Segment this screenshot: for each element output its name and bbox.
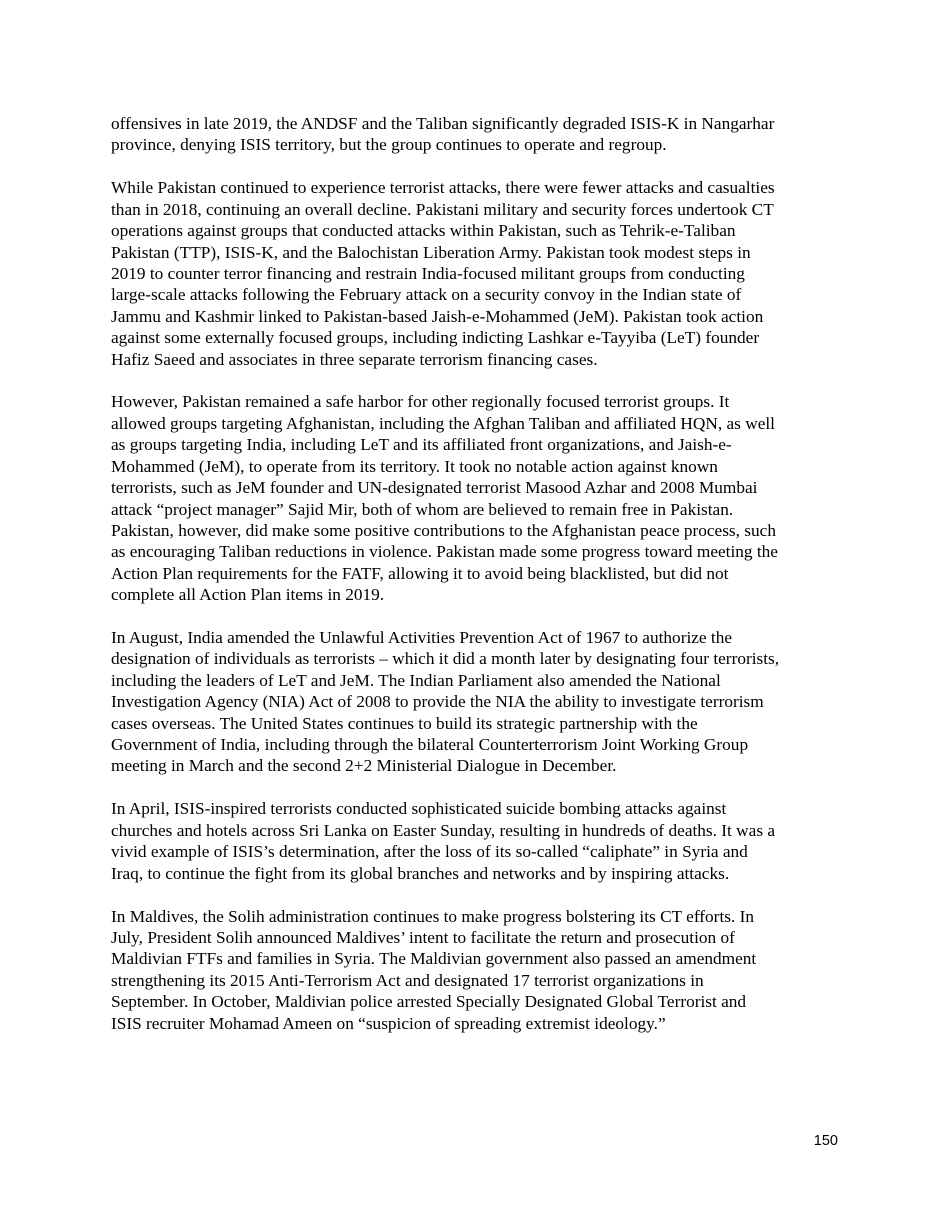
page-number: 150 <box>813 1133 838 1149</box>
paragraph-pakistan-safe-harbor: However, Pakistan remained a safe harbor for other regionally focused terrorist groups. It allowed groups targeting Afghanistan, including the Afghan Taliban and affiliated HQN, as well as groups targeting India, including LeT and its affiliated front organizations, and Jaish-e- Mohammed (JeM), to operate from its territory. It took no notable action against known terrorists, such as JeM founder and UN-designated terrorist Masood Azhar and 2008 Mumbai attack “project manager” Sajid Mir, both of whom are believed to remain free in Pakistan. Pakistan, however, did make some positive contributions to the Afghanistan peace process, such as encouraging Taliban reductions in violence. Pakistan made some progress toward meeting the Action Plan requirements for the FATF, allowing it to avoid being blacklisted, but did not complete all Action Plan items in 2019. <box>111 392 778 605</box>
paragraph-afghanistan-isis-k: offensives in late 2019, the ANDSF and the Taliban significantly degraded ISIS-K in Nangarhar province, denying ISIS territory, but the group continues to operate and regroup. <box>111 114 775 155</box>
paragraph-india: In August, India amended the Unlawful Activities Prevention Act of 1967 to authorize the designation of individuals as terrorists – which it did a month later by designating four terrorists, including the leaders of LeT and JeM. The Indian Parliament also amended the National Investigation Agency (NIA) Act of 2008 to provide the NIA the ability to investigate terrorism cases overseas. The United States continues to build its strategic partnership with the Government of India, including through the bilateral Counterterrorism Joint Working Group meeting in March and the second 2+2 Ministerial Dialogue in December. <box>111 628 780 776</box>
paragraph-pakistan-attacks: While Pakistan continued to experience terrorist attacks, there were fewer attacks and casualties than in 2018, continuing an overall decline. Pakistani military and security forces undertook CT operations against groups that conducted attacks within Pakistan, such as Tehrik-e-Taliban Pakistan (TTP), ISIS-K, and the Balochistan Liberation Army. Pakistan took modest steps in 2019 to counter terror financing and restrain India-focused militant groups from conducting large-scale attacks following the February attack on a security convoy in the Indian state of Jammu and Kashmir linked to Pakistan-based Jaish-e-Mohammed (JeM). Pakistan took action against some externally focused groups, including indicting Lashkar e-Tayyiba (LeT) founder Hafiz Saeed and associates in three separate terrorism financing cases. <box>111 178 775 369</box>
paragraph-maldives: In Maldives, the Solih administration continues to make progress bolstering its CT efforts. In July, President Solih announced Maldives’ intent to facilitate the return and prosecution of Maldivian FTFs and families in Syria. The Maldivian government also passed an amendment strengthening its 2015 Anti-Terrorism Act and designated 17 terrorist organizations in September. In October, Maldivian police arrested Specially Designated Global Terrorist and ISIS recruiter Mohamad Ameen on “suspicion of spreading extremist ideology.” <box>111 906 757 1033</box>
paragraph-sri-lanka: In April, ISIS-inspired terrorists conducted sophisticated suicide bombing attacks against churches and hotels across Sri Lanka on Easter Sunday, resulting in hundreds of deaths. It was a vivid example of ISIS’s determination, after the loss of its so-called “caliphate” in Syria and Iraq, to continue the fight from its global branches and networks and by inspiring attacks. <box>111 799 776 883</box>
body-text <box>111 113 847 1055</box>
